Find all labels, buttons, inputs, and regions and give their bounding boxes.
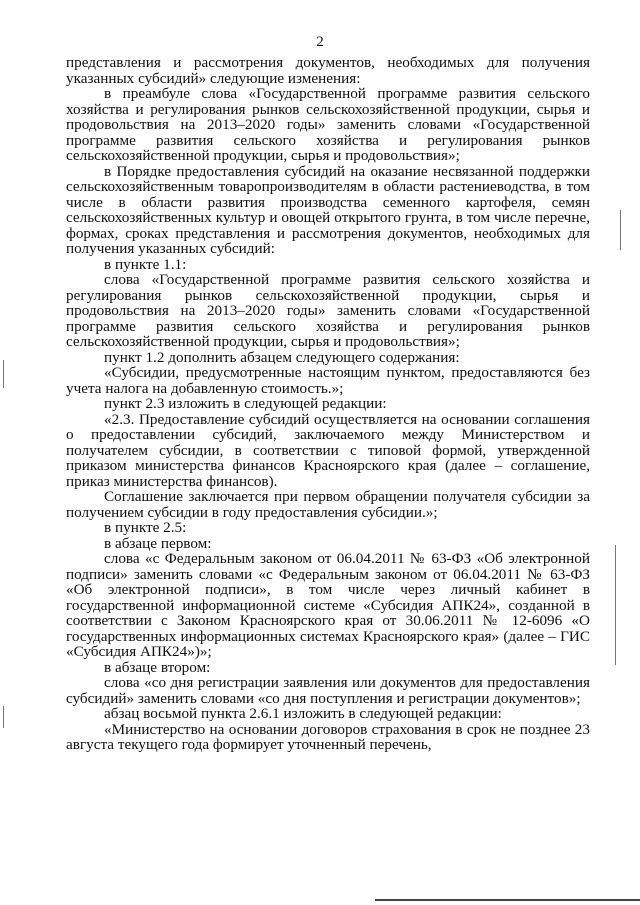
paragraph: в абзаце втором:: [104, 658, 211, 676]
paragraph: в абзаце первом:: [104, 534, 212, 552]
quoted-paragraph: «Субсидии, предусмотренные настоящим пунктом, предоставляются без учета налога на добавленную стоимость.»;: [66, 364, 590, 397]
scan-edge-mark: [3, 706, 4, 728]
scan-edge-mark: [3, 360, 4, 388]
paragraph: в преамбуле слова «Государственной программе развития сельского хозяйства и регулирования рынков сельскохозяйственной продукции, сырья и продовольствия на 2013–2020 годы» заменить словами «Государственной программе развития сельского хозяйства и регулирования рынков сельскохозяйственной продукции, сырья и продовольствия»;: [66, 85, 590, 164]
paragraph: пункт 1.2 дополнить абзацем следующего содержания:: [104, 348, 460, 366]
paragraph: слова «с Федеральным законом от 06.04.2011 № 63-ФЗ «Об электронной подписи» заменить словами «с Федеральным законом от 06.04.2011 № 63-ФЗ «Об электронной подписи», в том числе через личный кабинет в государственной информационной системе «Субсидия АПК24», созданной в соответствии с Законом Красноярского края от 30.06.2011 № 12-6096 «О государственных информационных системах Красноярского края» (далее – ГИС «Субсидия АПК24»)»;: [66, 550, 590, 660]
paragraph: представления и рассмотрения документов, необходимых для получения указанных субсидий» следующие изменения:: [66, 54, 590, 87]
paragraph: в пункте 1.1:: [104, 255, 187, 273]
scan-edge-mark: [615, 545, 616, 665]
page-number: 2: [316, 34, 324, 50]
paragraph: в Порядке предоставления субсидий на оказание несвязанной поддержки сельскохозяйственным товаропроизводителям в области растениеводства, в том числе в области развития производства семенного картофеля, семян сельскохозяйственных культур и овощей открытого грунта, в том числе перечне, формах, сроках представления и рассмотрения документов, необходимых для получения указанных субсидий:: [66, 162, 590, 257]
quoted-paragraph: «2.3. Предоставление субсидий осуществляется на основании соглашения о предоставлении субсидий, заключаемого между Министерством и получателем субсидии, в соответствии с типовой формой, утвержденной приказом министерства финансов Красноярского края (далее – соглашение, приказ министерства финансов).: [66, 410, 590, 490]
scan-edge-mark: [375, 899, 640, 901]
paragraph: абзац восьмой пункта 2.6.1 изложить в следующей редакции:: [104, 705, 502, 722]
paragraph: слова «Государственной программе развития сельского хозяйства и регулирования рынков сельскохозяйственной продукции, сырья и продовольствия на 2013–2020 годы» заменить словами «Государственной программе развития сельского хозяйства и регулирования рынков сельскохозяйственной продукции, сырья и продовольствия»;: [66, 271, 590, 350]
document-body: [66, 55, 590, 753]
paragraph: слова «со дня регистрации заявления или документов для предоставления субсидий» заменить словами «со дня поступления и регистрации документов»;: [66, 674, 590, 707]
paragraph: пункт 2.3 изложить в следующей редакции:: [104, 395, 387, 412]
paragraph: Соглашение заключается при первом обращении получателя субсидии за получением субсидии в году предоставления субсидии.»;: [66, 488, 590, 521]
quoted-paragraph: «Министерство на основании договоров страхования в срок не позднее 23 августа текущего года формирует уточненный перечень,: [66, 720, 590, 753]
scan-edge-mark: [620, 210, 621, 250]
paragraph: в пункте 2.5:: [104, 519, 187, 536]
